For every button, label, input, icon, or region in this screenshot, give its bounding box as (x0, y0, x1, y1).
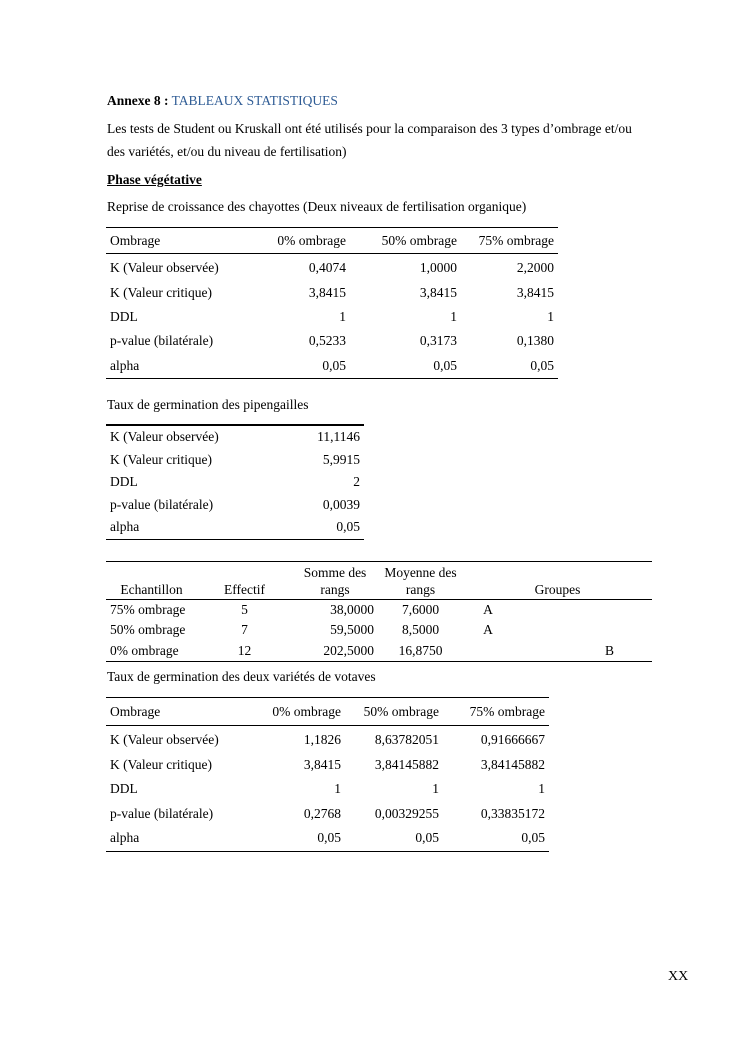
table-cell: 3,84145882 (480, 756, 545, 772)
header-cell-somme (292, 562, 378, 600)
table-cell: 3,8415 (303, 756, 341, 772)
table-cell: 0,1380 (516, 333, 554, 349)
header-cell: Ombrage (106, 228, 258, 254)
annex-heading-prefix: Annexe 8 : (107, 93, 169, 108)
table-cell: 7 (241, 622, 248, 638)
header-line: rangs (405, 582, 436, 597)
table-cell: 0,05 (433, 357, 457, 373)
header-cell: 75% ombrage (443, 698, 549, 726)
row-label: alpha (110, 357, 140, 373)
table-cell: 0,5233 (308, 333, 346, 349)
table-row (106, 354, 558, 379)
table-cell: 0,3173 (419, 333, 457, 349)
annex-heading (107, 93, 338, 109)
table-cell: 11,1146 (317, 429, 360, 445)
table-cell: 1 (547, 308, 554, 324)
row-label: alpha (110, 830, 140, 846)
table-row (106, 305, 558, 329)
table-cell: 0,05 (322, 357, 346, 373)
table-row (106, 471, 364, 494)
table-cell: 8,5000 (401, 622, 440, 638)
row-label: 50% ombrage (110, 622, 186, 638)
header-cell: Ombrage (106, 698, 246, 726)
intro-line-2: des variétés, et/ou du niveau de fertilisation) (107, 144, 347, 159)
row-label: K (Valeur critique) (110, 451, 212, 467)
table-row (106, 425, 364, 449)
table-cell: 38,0000 (330, 602, 374, 618)
table-row (106, 726, 549, 753)
row-label: K (Valeur observée) (110, 429, 219, 445)
header-line: Moyenne des (384, 565, 457, 580)
row-label: alpha (110, 519, 140, 535)
table-cell: 59,5000 (330, 622, 374, 638)
caption-chayottes: Reprise de croissance des chayottes (Deux niveaux de fertilisation organique) (107, 199, 527, 214)
group-cell (513, 620, 652, 640)
table-cell: 3,8415 (516, 284, 554, 300)
table-cell: 0,0039 (322, 496, 360, 512)
table-cell: 0,05 (317, 830, 341, 846)
table-ranks (106, 561, 652, 662)
page-number: XX (668, 969, 689, 984)
header-cell: Echantillon (106, 562, 197, 600)
table-row (106, 516, 364, 539)
table-cell: 2,2000 (516, 260, 554, 276)
table-cell: 16,8750 (398, 642, 443, 658)
intro-line-1: Les tests de Student ou Kruskall ont été utilisés pour la comparaison des 3 types d’ombrage et/ou (107, 121, 632, 136)
header-cell: 0% ombrage (246, 698, 345, 726)
table-cell: 0,05 (530, 357, 554, 373)
table-row (106, 802, 549, 827)
table-cell: 3,8415 (419, 284, 457, 300)
table-cell: 0,2768 (303, 805, 341, 821)
table-cell: 8,63782051 (374, 732, 439, 748)
table-cell: 3,8415 (308, 284, 346, 300)
row-label: p-value (bilatérale) (110, 805, 214, 821)
table-cell: 0,05 (521, 830, 545, 846)
header-cell: 75% ombrage (461, 228, 558, 254)
row-label: K (Valeur observée) (110, 260, 219, 276)
table-header-row (106, 562, 652, 600)
table-cell: 0,33835172 (480, 805, 545, 821)
header-cell-moyenne (378, 562, 463, 600)
table-cell: 1 (538, 781, 545, 797)
table-cell: 7,6000 (401, 602, 440, 618)
table-votaves (106, 697, 549, 852)
table-cell: 1,0000 (419, 260, 457, 276)
header-line: rangs (320, 582, 350, 597)
header-line: Somme des (303, 565, 367, 580)
row-label: K (Valeur critique) (110, 284, 212, 300)
group-cell: B (604, 642, 614, 658)
row-label: K (Valeur observée) (110, 732, 219, 748)
header-cell: Groupes (463, 562, 652, 600)
header-cell: Effectif (197, 562, 292, 600)
table-header-row (106, 228, 558, 254)
row-label: DDL (110, 308, 138, 324)
header-cell: 0% ombrage (258, 228, 350, 254)
table-pipengailles (106, 424, 364, 540)
group-cell: A (483, 622, 493, 638)
row-label: DDL (110, 781, 138, 797)
table-row (106, 641, 652, 662)
table-row (106, 280, 558, 304)
row-label: DDL (110, 474, 138, 490)
row-label: p-value (bilatérale) (110, 333, 214, 349)
table-cell: 1 (334, 781, 341, 797)
table-cell: 2 (353, 474, 360, 490)
row-label: 75% ombrage (110, 602, 186, 618)
caption-votaves: Taux de germination des deux variétés de votaves (107, 669, 376, 684)
table-row (106, 753, 549, 778)
table-cell: 0,91666667 (480, 732, 545, 748)
table-row (106, 826, 549, 851)
table-cell: 1 (450, 308, 457, 324)
caption-pipengailles: Taux de germination des pipengailles (107, 397, 309, 412)
table-row (106, 600, 652, 621)
group-cell: A (483, 602, 493, 618)
table-row (106, 254, 558, 281)
group-cell (513, 600, 652, 621)
table-cell: 12 (237, 642, 252, 658)
table-cell: 1 (339, 308, 346, 324)
header-cell: 50% ombrage (350, 228, 461, 254)
table-cell: 5 (241, 602, 248, 618)
table-cell: 0,00329255 (374, 805, 439, 821)
table-row (106, 777, 549, 802)
row-label: p-value (bilatérale) (110, 496, 214, 512)
table-cell: 202,5000 (323, 642, 374, 658)
table-cell: 1 (432, 781, 439, 797)
table-cell: 5,9915 (322, 451, 360, 467)
table-cell: 0,4074 (308, 260, 346, 276)
phase-heading: Phase végétative (107, 172, 202, 187)
annex-heading-title: TABLEAUX STATISTIQUES (171, 93, 338, 108)
table-cell: 1,1826 (303, 732, 341, 748)
row-label: K (Valeur critique) (110, 756, 212, 772)
row-label: 0% ombrage (110, 642, 179, 658)
table-header-row (106, 698, 549, 726)
table-cell: 0,05 (415, 830, 439, 846)
group-cell (463, 641, 513, 662)
table-row (106, 620, 652, 640)
header-cell: 50% ombrage (345, 698, 443, 726)
table-row (106, 449, 364, 472)
table-cell: 3,84145882 (374, 756, 439, 772)
table-chayottes (106, 227, 558, 379)
table-cell: 0,05 (336, 519, 360, 535)
table-row (106, 329, 558, 353)
table-row (106, 494, 364, 517)
